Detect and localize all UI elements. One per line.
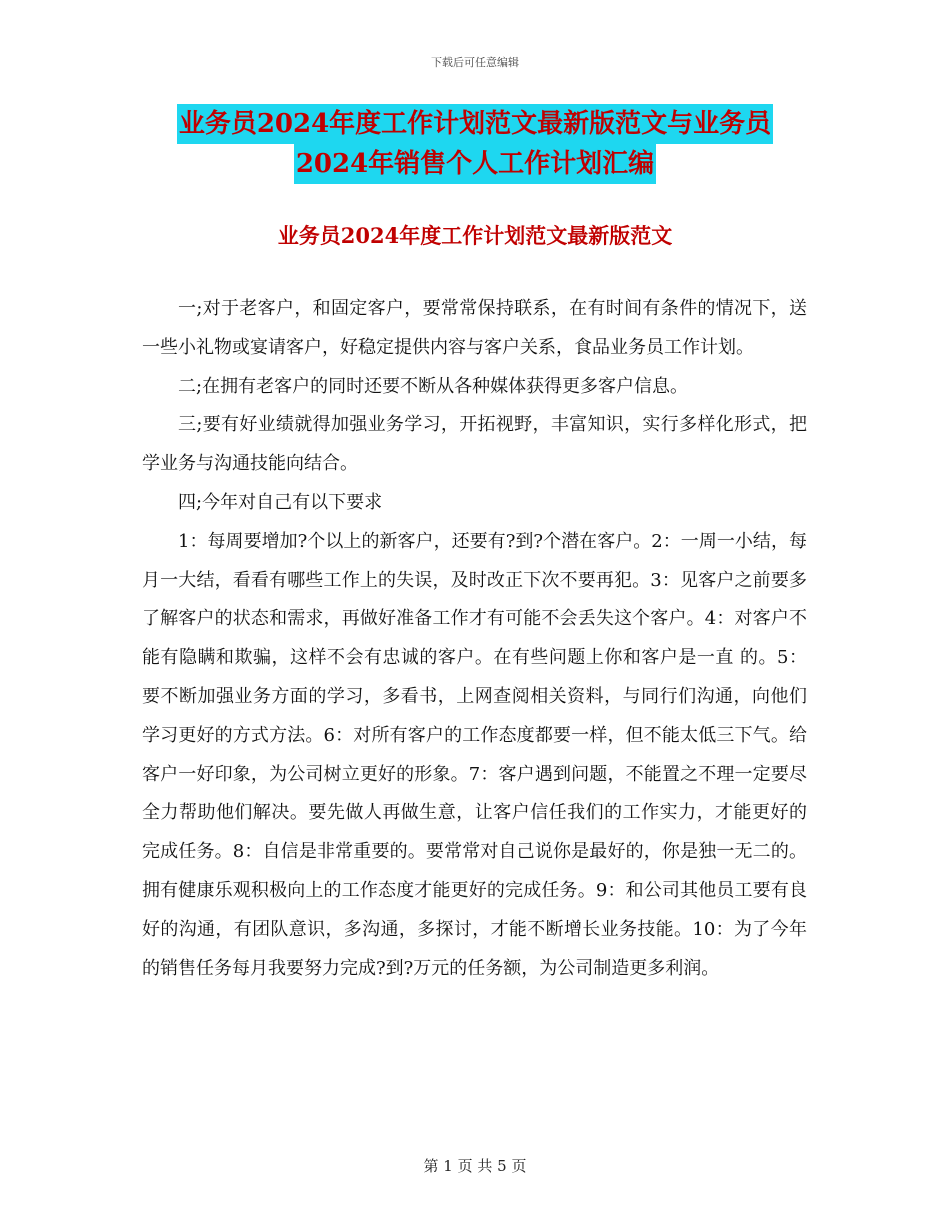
paragraph-2: 二;在拥有老客户的同时还要不断从各种媒体获得更多客户信息。 — [178, 375, 689, 397]
page-number-footer: 第 1 页 共 5 页 — [423, 1157, 527, 1175]
paragraph-3: 三;要有好业绩就得加强业务学习，开拓视野，丰富知识，实行多样化形式，把学业务与沟通技能向结合。 — [142, 414, 807, 475]
document-title — [150, 104, 800, 184]
document-title-line-2: 2024年销售个人工作计划汇编 — [294, 144, 656, 184]
document-title-line-1: 业务员2024年度工作计划范文最新版范文与业务员 — [177, 104, 773, 144]
document-body — [142, 290, 807, 988]
paragraph-4: 四;今年对自己有以下要求 — [178, 491, 383, 513]
paragraph-5: 1：每周要增加?个以上的新客户，还要有?到?个潜在客户。2：一周一小结，每月一大结，看看有哪些工作上的失误，及时改正下次不要再犯。3：见客户之前要多了解客户的状态和需求，再做好准备工作才有可能不会丢失这个客户。4：对客户不能有隐瞒和欺骗，这样不会有忠诚的客户。在有些问题上你和客户是一直 的。5：要不断加强业务方面的学习，多看书，上网查阅相关资料，与同行们沟通，向他们学习更好的方式方法。6：对所有客户的工作态度都要一样，但不能太低三下气。给客户一好印象，为公司树立更好的形象。7：客户遇到问题，不能置之不理一定要尽全力帮助他们解决。要先做人再做生意，让客户信任我们的工作实力，才能更好的完成任务。8：自信是非常重要的。要常常对自己说你是最好的，你是独一无二的。拥有健康乐观积极向上的工作态度才能更好的完成任务。9：和公司其他员工要有良好的沟通，有团队意识，多沟通，多探讨，才能不断增长业务技能。10：为了今年的销售任务每月我要努力完成?到?万元的任务额，为公司制造更多利润。 — [142, 530, 807, 979]
section-heading: 业务员2024年度工作计划范文最新版范文 — [277, 223, 673, 248]
page-header-note: 下载后可任意编辑 — [431, 56, 519, 69]
paragraph-1: 一;对于老客户，和固定客户，要常常保持联系，在有时间有条件的情况下，送一些小礼物或宴请客户，好稳定提供内容与客户关系，食品业务员工作计划。 — [142, 298, 807, 358]
